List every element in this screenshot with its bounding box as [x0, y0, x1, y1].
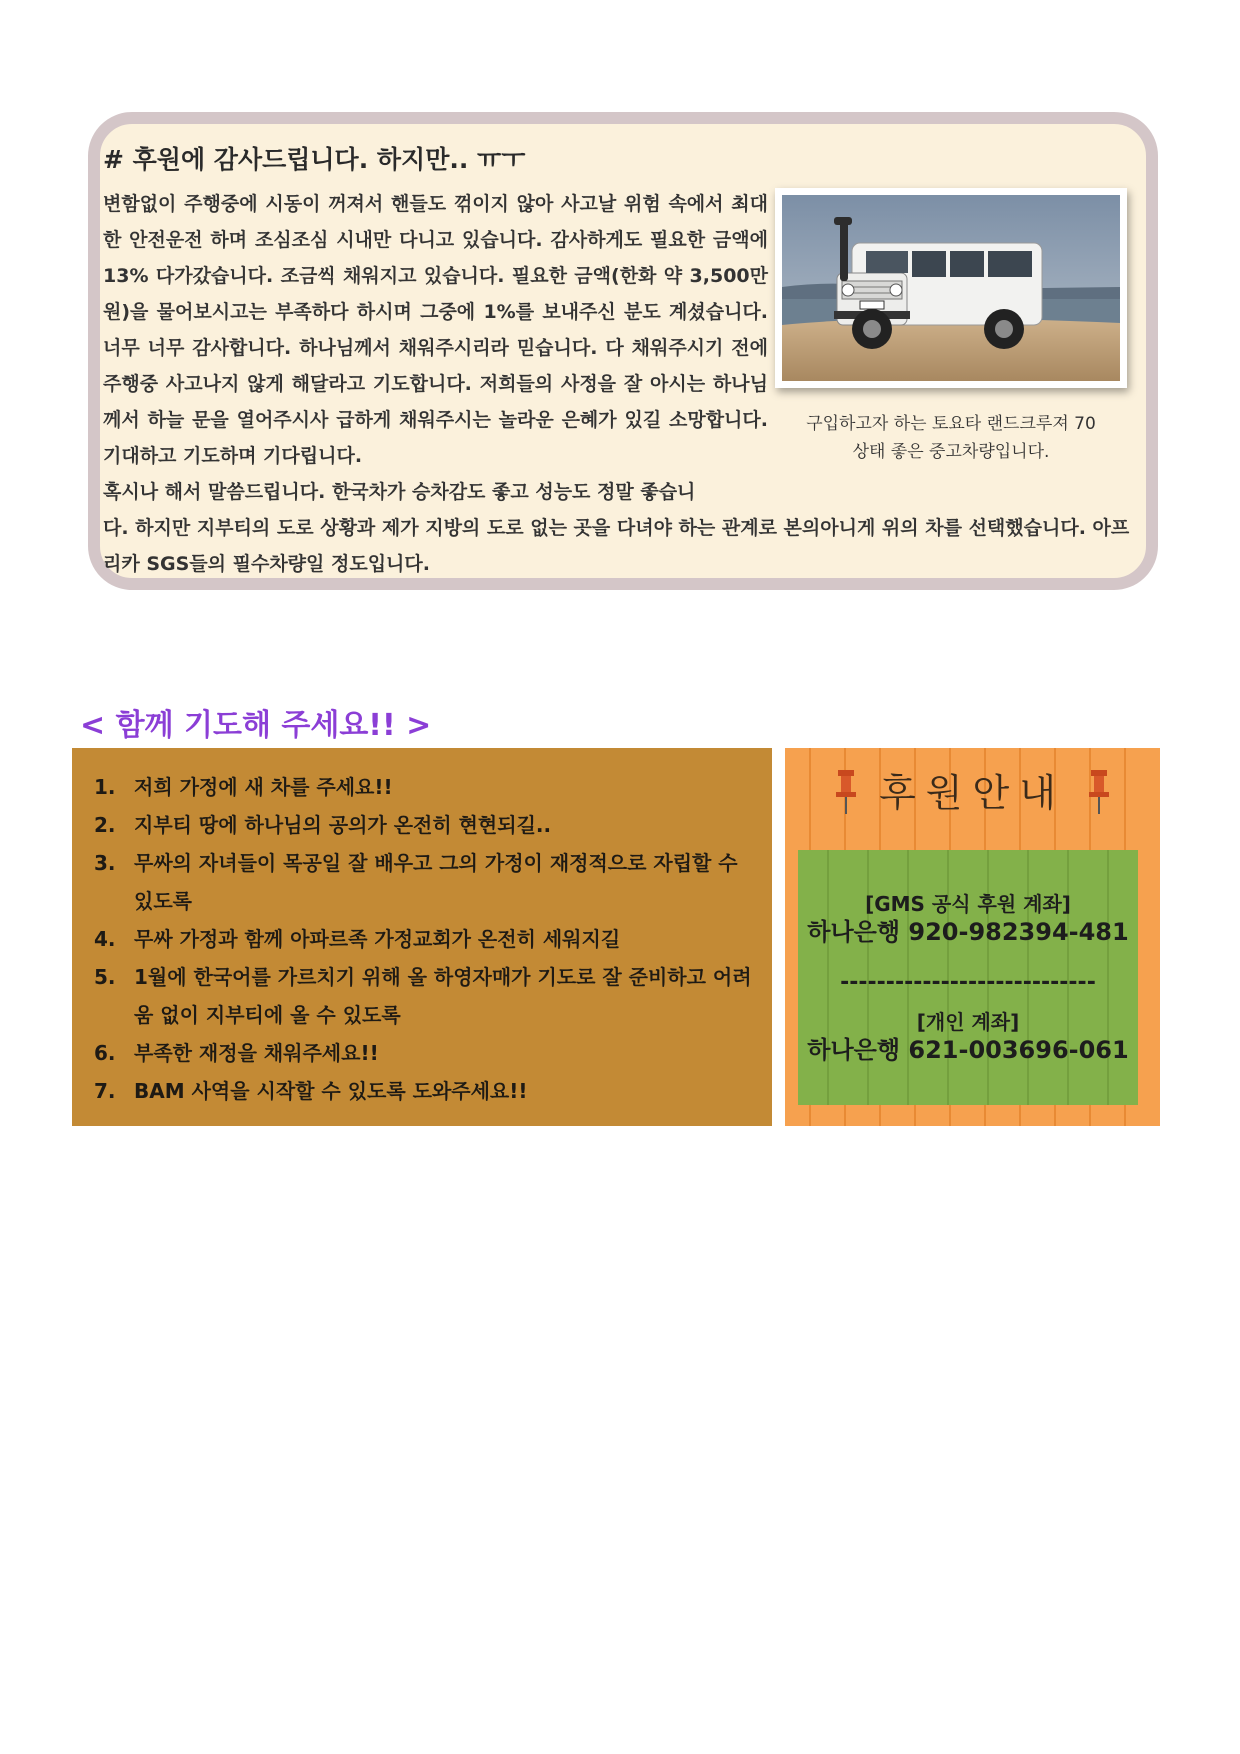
prayer-item — [88, 844, 758, 920]
prayer-item-number: 2. — [94, 813, 116, 837]
prayer-item — [88, 806, 758, 844]
prayer-item — [88, 958, 758, 1034]
prayer-item-number: 3. — [94, 851, 116, 875]
land-cruiser-photo — [782, 195, 1120, 381]
prayer-item-number: 1. — [94, 775, 116, 799]
prayer-item-number: 5. — [94, 965, 116, 989]
pushpin-icon — [1088, 770, 1110, 823]
prayer-item-number: 7. — [94, 1079, 116, 1103]
thanks-body-continued: 혹시나 해서 말씀드립니다. 한국차가 승차감도 좋고 성능도 정말 좋습니 — [103, 481, 696, 503]
prayer-item-text: 1월에 한국어를 가르치기 위해 올 하영자매가 기도로 잘 준비하고 어려움 없이 지부티에 올 수 있도록 — [134, 965, 752, 1027]
prayer-item-text: BAM 사역을 시작할 수 있도록 도와주세요!! — [134, 1079, 528, 1103]
prayer-item-text: 부족한 재정을 채워주세요!! — [134, 1041, 379, 1065]
prayer-heading: < 함께 기도해 주세요!! > — [80, 708, 432, 743]
prayer-item — [88, 1072, 758, 1110]
thanks-body: 변함없이 주행중에 시동이 꺼져서 핸들도 꺾이지 않아 사고날 위험 속에서 최대한 안전운전 하며 조심조심 시내만 다니고 있습니다. 감사하게도 필요한 금액에 13% 다가갔습니다. 조금씩 채워지고 있습니다. 필요한 금액(한화 약 3,500만원)을 물어보시고는 부족하다 하시며 그중에 1%를 보내주신 분도 계셨습니다. 너무 너무 감사합니다. 하나님께서 채워주시리라 믿습니다. 다 채워주시기 전에 주행중 사고나지 않게 해달라고 기도합니다. 저희들의 사정을 잘 아시는 하나님께서 하늘 문을 열어주시사 급하게 채워주시는 놀라운 은혜가 있길 소망합니다. 기대하고 기도하며 기다립니다. — [103, 193, 768, 467]
caption-line-2: 상태 좋은 중고차량입니다. — [852, 442, 1050, 462]
car-photo-frame — [775, 188, 1127, 388]
prayer-item — [88, 768, 758, 806]
pushpin-icon — [835, 770, 857, 823]
prayer-item — [88, 1034, 758, 1072]
prayer-item-number: 6. — [94, 1041, 116, 1065]
thanks-body-wide: 다. 하지만 지부티의 도로 상황과 제가 지방의 도로 없는 곳을 다녀야 하는 관계로 본의아니게 위의 차를 선택했습니다. 아프리카 SGS들의 필수차량일 정도입니다. — [103, 517, 1130, 575]
prayer-item-text: 무싸의 자녀들이 목공일 잘 배우고 그의 가정이 재정적으로 자립할 수 있도록 — [134, 851, 738, 913]
prayer-list — [88, 768, 758, 1110]
prayer-item-number: 4. — [94, 927, 116, 951]
gms-account-label: [GMS 공식 후원 계좌] — [865, 892, 1071, 916]
personal-account-label: [개인 계좌] — [916, 1010, 1020, 1034]
prayer-item-text: 무싸 가정과 함께 아파르족 가정교회가 온전히 세워지길 — [134, 927, 621, 951]
personal-account-number: 하나은행 621-003696-061 — [807, 1036, 1129, 1064]
prayer-item-text: 저희 가정에 새 차를 주세요!! — [134, 775, 393, 799]
sponsor-title — [785, 762, 1160, 823]
caption-line-1: 구입하고자 하는 토요타 랜드크루져 70 — [806, 414, 1096, 434]
gms-account-number: 하나은행 920-982394-481 — [807, 918, 1129, 946]
thanks-title: # 후원에 감사드립니다. 하지만.. ㅠㅜ — [103, 145, 526, 174]
divider: ---------------------------- — [840, 970, 1096, 995]
prayer-item-text: 지부티 땅에 하나님의 공의가 온전히 현현되길.. — [134, 813, 552, 837]
photo-caption — [775, 410, 1127, 466]
prayer-item — [88, 920, 758, 958]
sponsor-title-text: 후원안내 — [879, 771, 1066, 815]
